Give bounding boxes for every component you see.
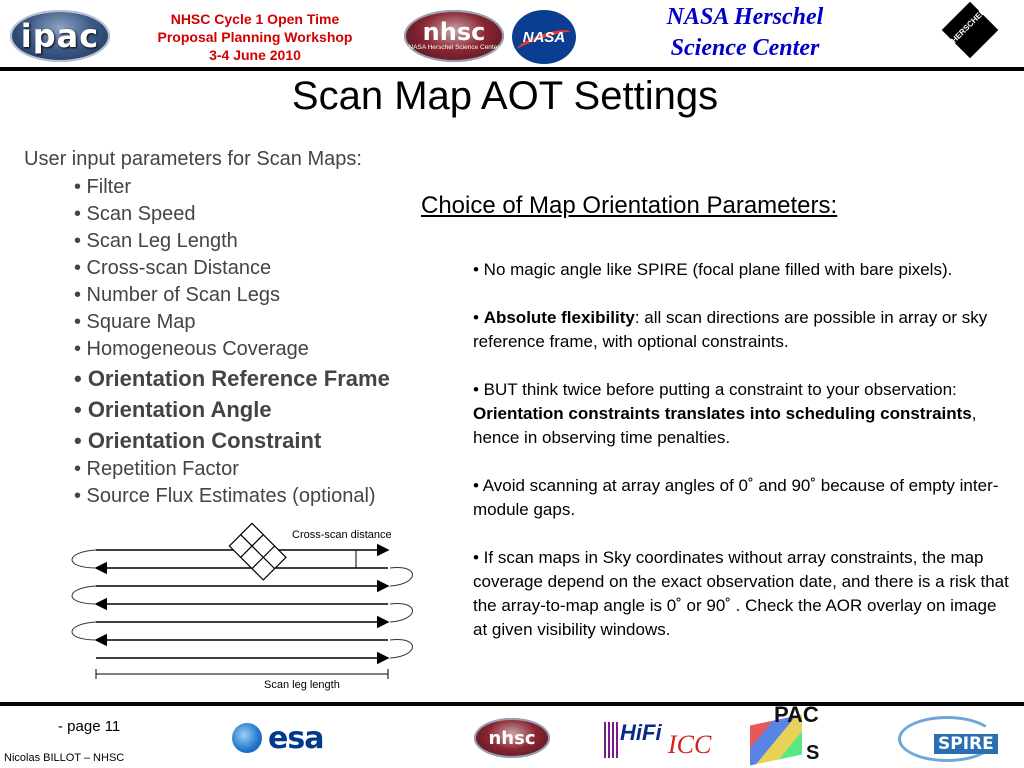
spire-logo-text: SPIRE: [934, 734, 998, 754]
nhsc-logo: [404, 10, 504, 62]
scan-leg-length-label: Scan leg length: [264, 679, 340, 691]
footer-divider: [0, 702, 1024, 706]
cross-scan-distance-label: Cross-scan distance: [292, 529, 392, 541]
hifi-logo-text: HiFi: [620, 720, 662, 745]
parameter-item: • Cross-scan Distance: [74, 257, 272, 279]
parameter-item: • Square Map: [74, 311, 196, 333]
parameter-item: • Source Flux Estimates (optional): [74, 485, 376, 507]
ipac-logo-text: ipac: [20, 17, 100, 55]
parameter-item: • Scan Speed: [74, 203, 196, 225]
workshop-title: [138, 10, 372, 64]
parameter-item: • Orientation Angle: [74, 397, 272, 422]
spire-logo: [896, 716, 996, 760]
parameter-item: • Orientation Constraint: [74, 428, 322, 453]
cross-scan-marker: [351, 550, 361, 568]
esa-logo: [232, 718, 342, 758]
turnaround-loop-left: [72, 586, 96, 604]
icc-logo-text: ICC: [668, 730, 712, 759]
bullet-text: • If scan maps in Sky coordinates without array constraints, the map coverage depend on the exact observation date, and there is a risk that the array-to-map angle is 0˚ or 90˚ . Check the AOR overlay on image at given visibility windows.: [473, 548, 1009, 639]
parameter-item: • Homogeneous Coverage: [74, 338, 309, 360]
parameter-item: • Repetition Factor: [74, 458, 239, 480]
nhsc-footer-logo-text: nhsc: [488, 727, 536, 749]
scan-map-diagram: [60, 518, 420, 694]
author-credit: Nicolas BILLOT – NHSC: [4, 752, 125, 764]
nhsc-footer-logo: [474, 718, 550, 758]
nasa-logo: [512, 10, 576, 64]
turnaround-loop-left: [72, 550, 96, 568]
detector-array-icon: [229, 523, 286, 580]
nhsc-logo-text: nhsc: [422, 18, 486, 46]
bullet-text: •: [473, 308, 484, 327]
pacs-logo-text-bottom: S: [806, 742, 820, 764]
turnaround-loop-right: [390, 639, 413, 658]
workshop-line-3: 3-4 June 2010: [209, 47, 301, 63]
bullet-emphasis: Orientation constraints translates into scheduling constraints: [473, 404, 972, 423]
parameter-item: • Number of Scan Legs: [74, 284, 280, 306]
workshop-line-1: NHSC Cycle 1 Open Time: [170, 11, 340, 27]
orientation-bullets: [473, 258, 1013, 666]
hifi-icc-logo: [604, 718, 716, 762]
bullet-text: : all scan directions are possible in array or sky reference frame, with optional constraints.: [473, 308, 988, 351]
herschel-center-title: [640, 2, 850, 64]
nhsc-logo-subtext: NASA Herschel Science Center: [408, 44, 500, 51]
parameter-item: • Filter: [74, 176, 132, 198]
slide-header: [0, 0, 1024, 70]
parameter-item: • Orientation Reference Frame: [74, 366, 390, 391]
turnaround-loop-left: [72, 622, 96, 640]
hifi-bars-icon: [604, 722, 618, 758]
page-number: - page 11: [58, 718, 121, 735]
bullet-text: • No magic angle like SPIRE (focal plane filled with bare pixels).: [473, 260, 953, 279]
parameters-list: [74, 174, 390, 510]
orientation-bullet: [473, 546, 1013, 642]
herschel-center-line-2: Science Center: [670, 35, 820, 61]
ipac-logo: [10, 10, 110, 62]
orientation-bullet: [473, 306, 1013, 354]
bullet-text: , hence in observing time penalties.: [473, 404, 977, 447]
pacs-logo: [746, 704, 832, 766]
workshop-line-2: Proposal Planning Workshop: [157, 29, 353, 45]
scan-legs: [96, 550, 388, 658]
pacs-logo-text-top: PAC: [774, 702, 819, 727]
turnaround-loop-right: [390, 567, 413, 586]
esa-globe-icon: [232, 723, 262, 753]
esa-logo-text: esa: [268, 720, 324, 756]
orientation-bullet: [473, 258, 1013, 282]
bullet-text: • BUT think twice before putting a constraint to your observation:: [473, 380, 957, 399]
herschel-logo: [942, 2, 999, 59]
orientation-bullet: [473, 474, 1013, 522]
turnaround-loop-right: [390, 603, 413, 622]
parameters-heading: User input parameters for Scan Maps:: [24, 148, 362, 170]
bullet-emphasis: Absolute flexibility: [483, 308, 635, 327]
herschel-logo-text: HERSCHEL: [949, 7, 987, 45]
nasa-logo-text: NASA: [522, 28, 566, 46]
slide-title: Scan Map AOT Settings: [291, 74, 719, 118]
header-divider: [0, 67, 1024, 71]
orientation-heading: Choice of Map Orientation Parameters:: [421, 192, 838, 219]
scan-leg-length-marker: [96, 669, 388, 679]
parameter-item: • Scan Leg Length: [74, 230, 238, 252]
bullet-text: • Avoid scanning at array angles of 0˚ and 90˚ because of empty inter-module gaps.: [473, 476, 999, 519]
orientation-bullet: [473, 378, 1013, 450]
herschel-center-line-1: NASA Herschel: [666, 4, 824, 30]
